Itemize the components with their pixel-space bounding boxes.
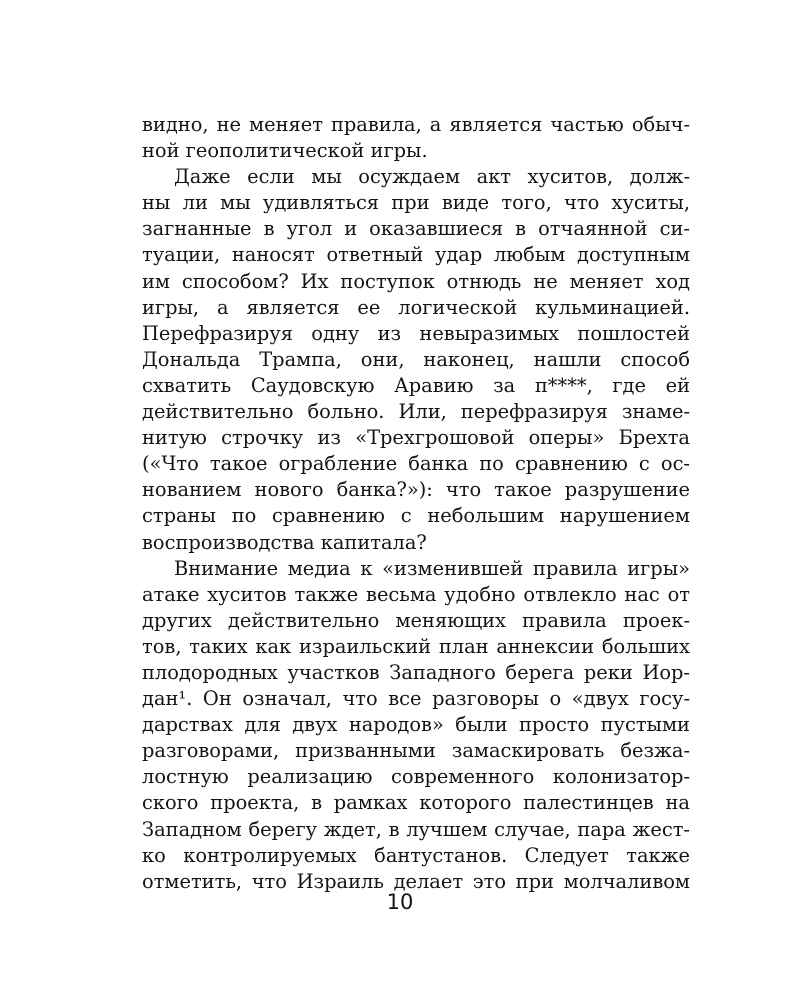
text-line: нитую строчку из «Трехгрошовой оперы» Брехта — [142, 426, 690, 450]
text-line: игры, а является ее логической кульминацией. — [142, 295, 690, 319]
text-line: ной геополитической игры. — [142, 139, 428, 163]
text-line: дарствах для двух народов» были просто пустыми — [142, 713, 690, 737]
text-line: страны по сравнению с небольшим нарушением — [142, 504, 690, 528]
text-line: видно, не меняет правила, а является частью обыч- — [142, 113, 690, 136]
text-line: нованием нового банка?»): что такое разрушение — [142, 478, 690, 502]
text-line: схватить Саудовскую Аравию за п****, где ей — [142, 373, 690, 397]
text-line: загнанные в угол и оказавшиеся в отчаянной си- — [142, 217, 690, 241]
text-line: Внимание медиа к «изменившей правила игры» — [174, 556, 690, 580]
text-line: Дональда Трампа, они, наконец, нашли способ — [142, 347, 690, 371]
text-line: других действительно меняющих правила проек- — [142, 608, 690, 632]
text-line: атаке хуситов также весьма удобно отвлекло нас от — [142, 582, 690, 606]
body-text — [142, 112, 690, 895]
text-line: разговорами, призванными замаскировать безжа- — [142, 739, 690, 763]
text-line: Перефразируя одну из невыразимых пошлостей — [142, 321, 690, 345]
text-line: туации, наносят ответный удар любым доступным — [142, 243, 690, 267]
text-line: действительно больно. Или, перефразируя знаме- — [142, 400, 690, 424]
text-line: плодородных участков Западного берега реки Иор- — [142, 660, 690, 684]
text-line: ны ли мы удивляться при виде того, что хуситы, — [142, 191, 690, 215]
text-line: отметить, что Израиль делает это при молчаливом — [142, 869, 690, 893]
page-number: 10 — [386, 890, 414, 914]
text-line: воспроизводства капитала? — [142, 530, 427, 554]
text-line: им способом? Их поступок отнюдь не меняет ход — [142, 269, 690, 293]
text-line: дан¹. Он означал, что все разговоры о «двух госу- — [142, 687, 690, 711]
text-line: Западном берегу ждет, в лучшем случае, пара жест- — [142, 817, 690, 841]
text-line: («Что такое ограбление банка по сравнению с ос- — [142, 452, 690, 476]
text-line: лостную реализацию современного колонизатор- — [142, 765, 690, 789]
text-line: ко контролируемых бантустанов. Следует также — [142, 843, 690, 867]
text-line: Даже если мы осуждаем акт хуситов, долж- — [174, 165, 690, 189]
text-line: тов, таких как израильский план аннексии больших — [142, 634, 690, 658]
text-line: ского проекта, в рамках которого палестинцев на — [142, 791, 690, 815]
